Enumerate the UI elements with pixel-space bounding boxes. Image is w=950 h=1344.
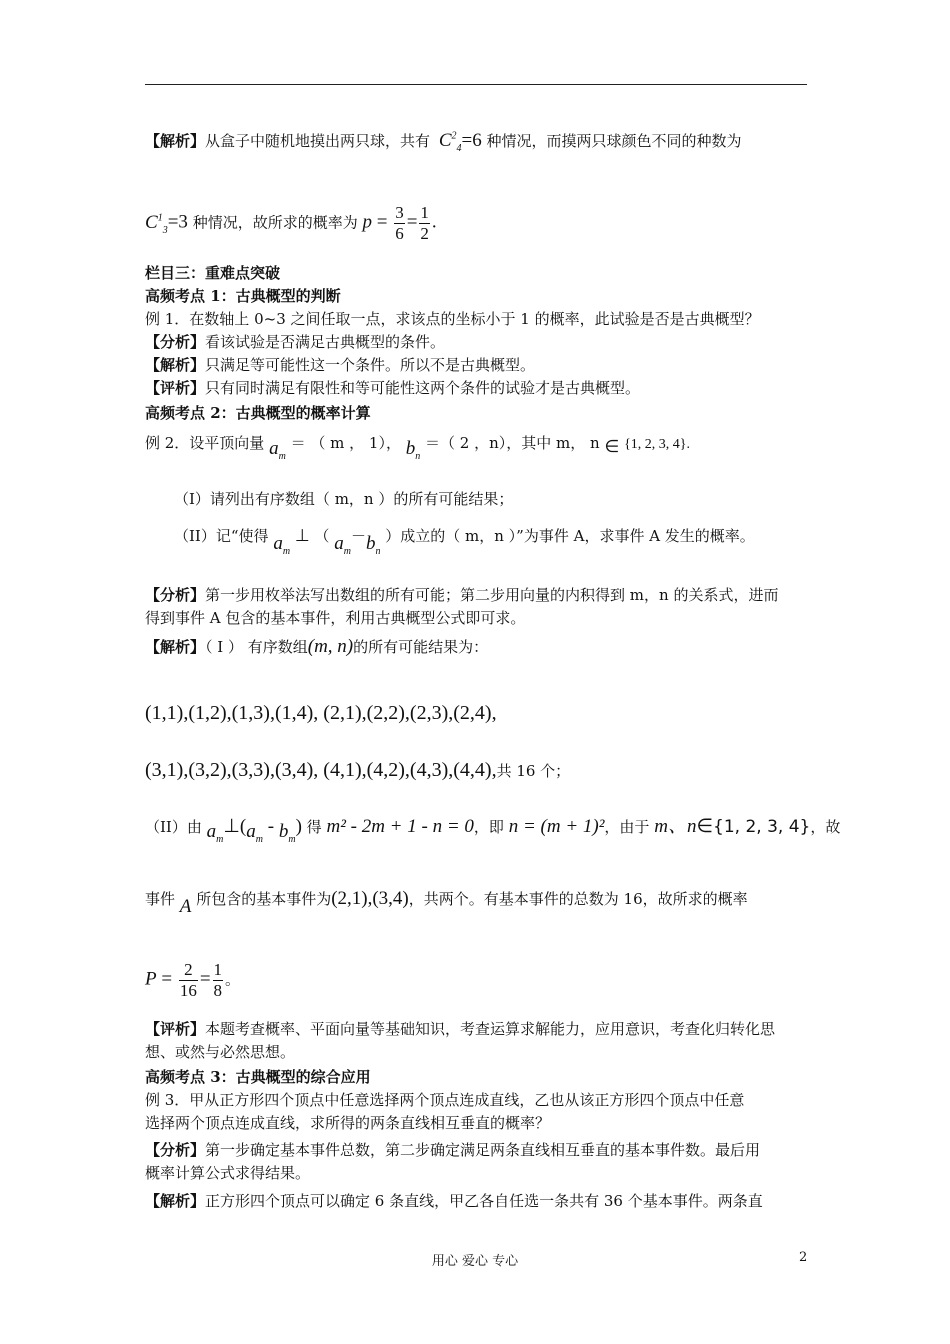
example-1-analysis: 【分析】看该试验是否满足古典概型的条件。 bbox=[145, 333, 446, 351]
example-2-part-2-solution: （II）由 $a_m\perp(a_m - b_m)$ 得 m² - 2m + 1 - n = 0，即 n = (m + 1)²，由于 m、n∈{1, 2, 3, 4}，故 bbox=[145, 816, 841, 845]
solution-line-1: 【解析】从盒子中随机地摸出两只球，共有 $C^2_4=6$ 种情况，而摸两只球颜色不同的种数为 bbox=[145, 130, 742, 154]
example-2: 例 2．设平顶向量 $a_m$ ＝ （ m ， 1）， $b_n$ ＝（ 2 ，n），其中 m， n ∈ {1, 2, 3, 4}. bbox=[145, 434, 691, 462]
combination-formula-2: $C^1_3$ bbox=[145, 211, 168, 236]
example-3: 例 3．甲从正方形四个顶点中任意选择两个顶点连成直线，乙也从该正方形四个顶点中任意 bbox=[145, 1091, 745, 1109]
page-number: 2 bbox=[799, 1250, 808, 1265]
fraction-3-6: $\frac{3}{6}$ bbox=[395, 203, 404, 243]
page-footer: 用心 爱心 专心 bbox=[431, 1254, 519, 1269]
example-2-analysis: 【分析】第一步用枚举法写出数组的所有可能；第二步用向量的内积得到 m，n 的关系式，进而 bbox=[145, 586, 779, 604]
key-point-3: 高频考点 3：古典概型的综合应用 bbox=[145, 1068, 371, 1086]
example-3-analysis: 【分析】第一步确定基本事件总数，第二步确定满足两条直线相互垂直的基本事件数。最后用 bbox=[145, 1141, 761, 1159]
example-2-solution: 【解析】（ Ⅰ ） 有序数组(m, n)的所有可能结果为： bbox=[145, 636, 489, 657]
example-2-analysis-cont: 得到事件 A 包含的基本事件，利用古典概型公式即可求。 bbox=[145, 609, 526, 627]
example-2-events: 事件 A 所包含的基本事件为(2,1),(3,4)，共两个。有基本事件的总数为 16，故所求的概率 bbox=[145, 888, 748, 917]
fraction-1-2: $\frac{1}{2}$ bbox=[420, 203, 429, 243]
solution-tag: 【解析】 bbox=[145, 132, 206, 150]
fraction-1-8: $\frac{1}{8}$ bbox=[213, 960, 223, 1000]
example-1: 例 1．在数轴上 0~3 之间任取一点，求该点的坐标小于 1 的概率，此试验是否是古典概型？ bbox=[145, 310, 760, 328]
example-2-part-2: （II）记“使得 $a_m$ ⊥ （ $a_m-b_n$ ）成立的（ m，n ）”为事件 A，求事件 A 发生的概率。 bbox=[174, 526, 755, 557]
outcomes-list-1: (1,1),(1,2),(1,3),(1,4), (2,1),(2,2),(2,3),(2,4), bbox=[145, 702, 497, 724]
example-1-comment: 【评析】只有同时满足有限性和等可能性这两个条件的试验才是古典概型。 bbox=[145, 379, 641, 397]
outcomes-list-2: (3,1),(3,2),(3,3),(3,4), (4,1),(4,2),(4,3),(4,4),共 16 个； bbox=[145, 759, 571, 781]
example-2-part-1: （I）请列出有序数组（ m，n ）的所有可能结果； bbox=[174, 490, 514, 508]
example-2-comment: 【评析】本题考查概率、平面向量等基础知识，考查运算求解能力，应用意识，考查化归转化思 bbox=[145, 1020, 776, 1038]
solution-line-2: $C^1_3=3$ 种情况，故所求的概率为 p = $\frac{3}{6}$ = $\frac{1}{2}$ . bbox=[145, 203, 437, 243]
example-2-probability: P = $\frac{2}{16}$ = $\frac{1}{8}$ 。 bbox=[145, 960, 241, 1000]
vector-a-m: $a_m$ bbox=[269, 438, 286, 462]
vector-b-n: $b_n$ bbox=[405, 438, 421, 462]
example-3-cont: 选择两个顶点连成直线，求所得的两条直线相互垂直的概率？ bbox=[145, 1114, 551, 1132]
example-3-analysis-cont: 概率计算公式求得结果。 bbox=[145, 1164, 311, 1182]
example-3-solution: 【解析】正方形四个顶点可以确定 6 条直线，甲乙各自任选一条共有 36 个基本事件。两条直 bbox=[145, 1192, 763, 1210]
header-rule bbox=[145, 84, 807, 85]
example-1-solution: 【解析】只满足等可能性这一个条件。所以不是古典概型。 bbox=[145, 356, 536, 374]
example-2-comment-cont: 想、或然与必然思想。 bbox=[145, 1043, 296, 1061]
combination-formula: $C^2_4$ bbox=[438, 130, 462, 154]
section-title: 栏目三：重难点突破 bbox=[145, 264, 281, 282]
key-point-2: 高频考点 2：古典概型的概率计算 bbox=[145, 404, 371, 422]
key-point-1: 高频考点 1：古典概型的判断 bbox=[145, 287, 341, 305]
fraction-2-16: $\frac{2}{16}$ bbox=[179, 960, 197, 1000]
